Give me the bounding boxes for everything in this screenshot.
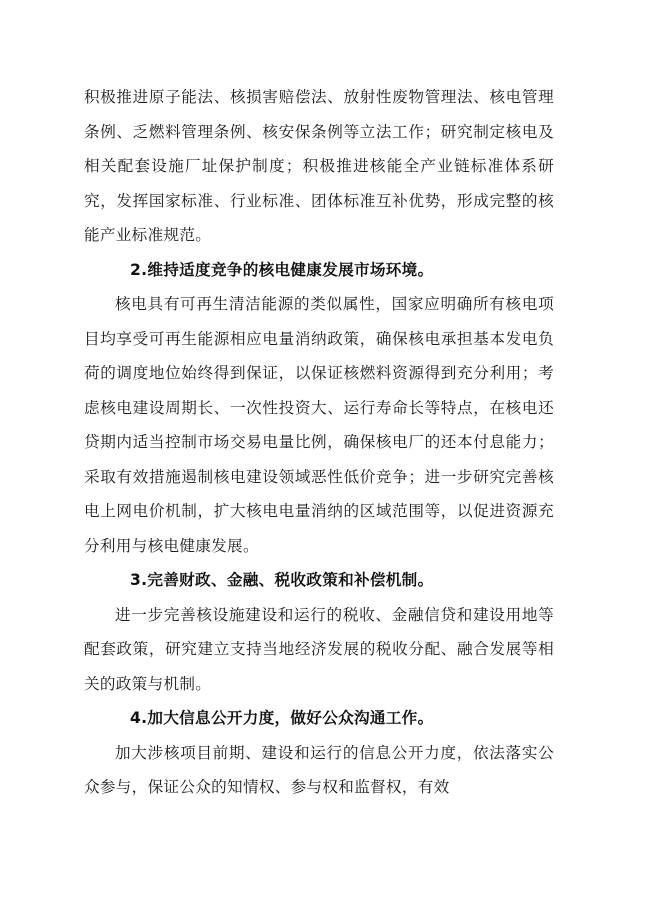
paragraph-market-environment: 核电具有可再生清洁能源的类似属性，国家应明确所有核电项目均享受可再生能源相应电量消纳政策，确保核电承担基本发电负荷的调度地位始终得到保证，以保证核燃料资源得到充分利用；考虑核电建设周期长、一次性投资大、运行寿命长等特点，在核电还贷期内适当控制市场交易电量比例，确保核电厂的还本付息能力；采取有效措施遏制核电建设领域恶性低价竞争；进一步研究完善核电上网电价机制，扩大核电电量消纳的区域范围等，以促进资源充分利用与核电健康发展。 (84, 295, 554, 555)
paragraph-legislation: 积极推进原子能法、核损害赔偿法、放射性废物管理法、核电管理条例、乏燃料管理条例、核安保条例等立法工作；研究制定核电及相关配套设施厂址保护制度；积极推进核能全产业链标准体系研究，发挥国家标准、行业标准、团体标准互补优势，形成完整的核能产业标准规范。 (84, 88, 554, 244)
section-heading-3: 3.完善财政、金融、税收政策和补偿机制。 (130, 571, 434, 589)
paragraph-public-communication: 加大涉核项目前期、建设和运行的信息公开力度，依法落实公众参与，保证公众的知情权、参与权和监督权，有效 (84, 743, 554, 796)
section-heading-2: 2.维持适度竞争的核电健康发展市场环境。 (130, 260, 434, 279)
section-heading-4: 4.加大信息公开力度，做好公众沟通工作。 (130, 709, 434, 727)
document-body (84, 80, 554, 805)
paragraph-fiscal-policy: 进一步完善核设施建设和运行的税收、金融信贷和建设用地等配套政策，研究建立支持当地经济发展的税收分配、融合发展等相关的政策与机制。 (84, 605, 554, 693)
